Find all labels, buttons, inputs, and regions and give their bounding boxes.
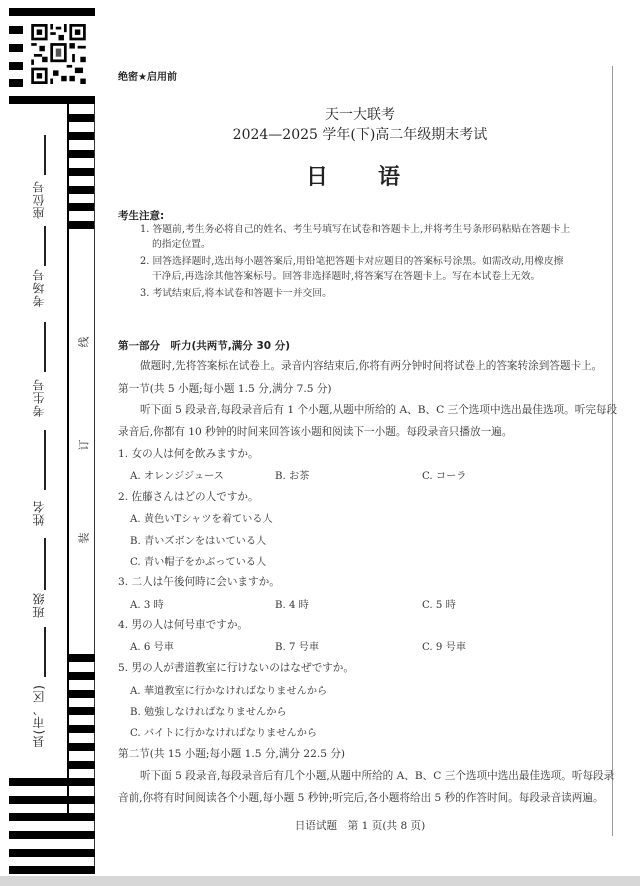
margin-bar bbox=[9, 96, 95, 104]
fill-line[interactable] bbox=[44, 226, 46, 266]
margin-bar bbox=[69, 114, 95, 122]
margin-bar bbox=[9, 62, 23, 70]
margin-bar bbox=[9, 866, 95, 874]
question-stem: 3. 二人は午後何時に会いますか。 bbox=[118, 576, 280, 588]
option-a: A. 華道教室に行かなければなりませんから bbox=[130, 686, 328, 697]
class-label: 班级 bbox=[32, 592, 46, 618]
margin-bar bbox=[69, 654, 95, 662]
binding-char-bind: 装 bbox=[77, 532, 91, 544]
option-a: A. 3 時 bbox=[130, 600, 164, 611]
margin-bar bbox=[9, 79, 23, 87]
margin-bar bbox=[69, 132, 95, 140]
margin-bar bbox=[9, 44, 23, 52]
binding-char-staple: 订 bbox=[77, 439, 91, 451]
option-b: B. 青いズボンをはいている人 bbox=[130, 536, 267, 547]
margin-bar bbox=[69, 221, 95, 229]
option-b: B. お茶 bbox=[275, 471, 310, 482]
fill-line[interactable] bbox=[44, 430, 46, 490]
notice-item: 3. 考试结束后,将本试卷和答题卡一并交回。 bbox=[140, 288, 332, 299]
margin-bar bbox=[69, 707, 95, 715]
exam-room-label: 考场号 bbox=[32, 268, 46, 307]
fill-line[interactable] bbox=[44, 627, 46, 677]
notice-item: 的指定位置。 bbox=[152, 239, 211, 250]
margin-bar bbox=[69, 186, 95, 194]
notice-title: 考生注意: bbox=[118, 210, 165, 222]
section1-instructions: 听下面 5 段录音,每段录音后有 1 个小题,从题中所给的 A、B、C 三个选项中选出最佳选项。听完每段 bbox=[140, 404, 618, 416]
margin-bar bbox=[9, 796, 95, 804]
margin-edge bbox=[94, 104, 95, 874]
margin-bar bbox=[9, 8, 95, 16]
notice-item: 干净后,再选涂其他答案标号。回答非选择题时,将答案写在答题卡上。写在本试卷上无效。 bbox=[152, 271, 541, 282]
option-b: B. 7 号車 bbox=[275, 642, 320, 653]
county-label: 县(市、区) bbox=[32, 684, 46, 748]
section1-title: 第一节(共 5 小题;每小题 1.5 分,满分 7.5 分) bbox=[118, 383, 332, 395]
fill-line[interactable] bbox=[44, 322, 46, 372]
notice-item: 1. 答题前,考生务必将自己的姓名、考生号填写在试卷和答题卡上,并将考生号条形码粘贴在答题卡上 bbox=[140, 224, 571, 235]
option-c: C. 9 号車 bbox=[422, 642, 467, 653]
fill-line[interactable] bbox=[44, 538, 46, 590]
qr-code-icon bbox=[31, 24, 86, 84]
page-footer: 日语试题 第 1 页(共 8 页) bbox=[294, 820, 426, 832]
option-c: C. 青い帽子をかぶっている人 bbox=[130, 557, 267, 568]
margin-bar bbox=[9, 831, 95, 839]
margin-bar bbox=[69, 203, 95, 211]
subject-title: 日 语 bbox=[305, 165, 414, 190]
fill-line[interactable] bbox=[44, 135, 46, 175]
part-intro: 做题时,先将答案标在试卷上。录音内容结束后,你将有两分钟时间将试卷上的答案转涂到答题卡上。 bbox=[140, 360, 603, 372]
option-c: C. バイトに行かなければなりませんから bbox=[130, 728, 318, 739]
question-stem: 5. 男の人が書道教室に行けないのはなぜですか。 bbox=[118, 662, 354, 674]
student-number-label: 考生号 bbox=[32, 378, 46, 417]
part-title: 第一部分 听力(共两节,满分 30 分) bbox=[118, 340, 291, 352]
notice-item: 2. 回答选择题时,选出每小题答案后,用铅笔把答题卡对应题目的答案标号涂黑。如需改动,用橡皮擦 bbox=[140, 256, 564, 267]
option-a: A. 6 号車 bbox=[130, 642, 174, 653]
margin-bar bbox=[69, 168, 95, 176]
margin-bar bbox=[9, 849, 95, 857]
margin-bar bbox=[69, 690, 95, 698]
option-a: A. 黄色いTシャツを着ている人 bbox=[130, 514, 273, 525]
option-a: A. オレンジジュース bbox=[130, 471, 224, 482]
exam-organizer: 天一大联考 bbox=[325, 107, 395, 123]
binding-char-line: 线 bbox=[77, 336, 91, 348]
exam-title: 2024—2025 学年(下)高二年级期末考试 bbox=[232, 127, 488, 143]
margin-bar bbox=[9, 778, 95, 786]
margin-bar bbox=[69, 672, 95, 680]
name-label: 姓名 bbox=[32, 500, 46, 526]
option-c: C. 5 時 bbox=[422, 600, 456, 611]
margin-bar bbox=[69, 761, 95, 769]
seat-number-label: 座位号 bbox=[32, 180, 46, 219]
question-stem: 2. 佐藤さんはどの人ですか。 bbox=[118, 491, 259, 503]
option-b: B. 4 時 bbox=[275, 600, 309, 611]
margin-bar bbox=[69, 743, 95, 751]
margin-bar bbox=[69, 725, 95, 733]
option-b: B. 勉強しなければなりませんから bbox=[130, 707, 287, 718]
margin-bar bbox=[69, 150, 95, 158]
section1-instructions: 录音后,你都有 10 秒钟的时间来回答该小题和阅读下一小题。每段录音只播放一遍。 bbox=[118, 426, 513, 438]
margin-bar bbox=[9, 26, 23, 34]
margin-bar bbox=[9, 813, 95, 821]
bottom-strip bbox=[0, 876, 640, 886]
question-stem: 4. 男の人は何号車ですか。 bbox=[118, 619, 249, 631]
confidential-mark: 绝密★启用前 bbox=[118, 72, 177, 83]
question-stem: 1. 女の人は何を飲みますか。 bbox=[118, 448, 259, 460]
section2-instructions: 音前,你将有时间阅读各个小题,每小题 5 秒钟;听完后,各小题将给出 5 秒的作答时间。每段录音读两遍。 bbox=[118, 792, 604, 804]
option-c: C. コーラ bbox=[422, 471, 467, 482]
section2-instructions: 听下面 5 段录音,每段录音后有几个小题,从题中所给的 A、B、C 三个选项中选出最佳选项。听每段录 bbox=[140, 770, 615, 782]
section2-title: 第二节(共 15 小题;每小题 1.5 分,满分 22.5 分) bbox=[118, 748, 346, 760]
